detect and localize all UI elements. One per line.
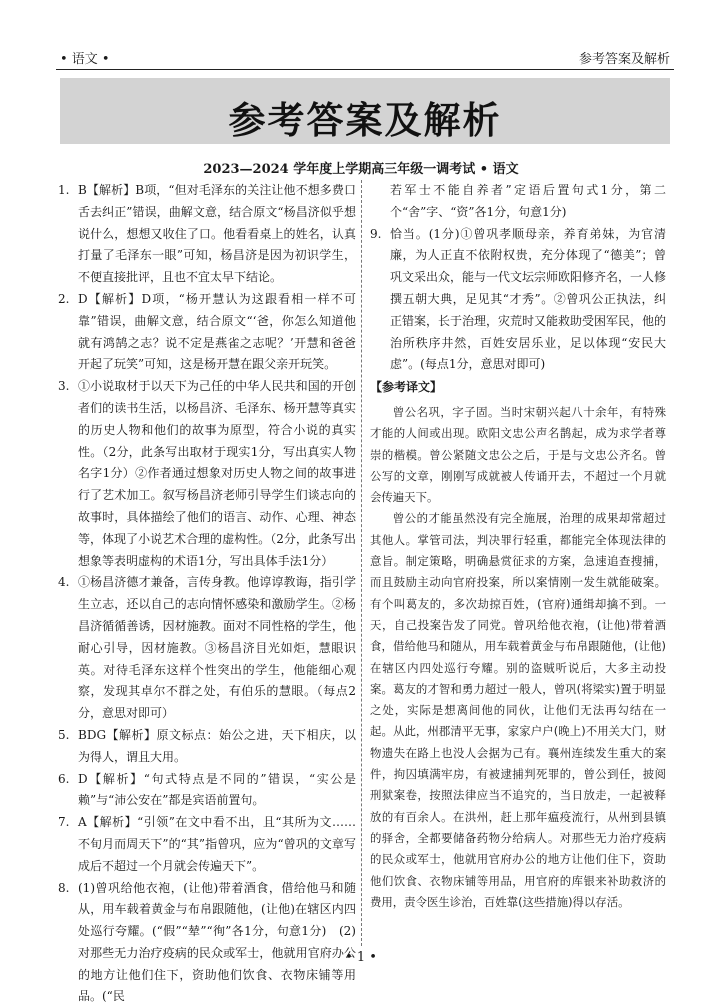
item-text: D【解析】D项，“杨开慧认为这跟看相一样不可靠”错误，曲解文意，结合原文“‘爸，你怎么知道他就有鸿鹄之志？说不定是燕雀之志呢？’开慧和爸爸开起了玩笑”可知，这是杨开慧在跟父亲开玩笑。 (78, 292, 356, 371)
answer-item-3 (58, 376, 356, 572)
answer-item-5 (58, 725, 356, 769)
item-number: 6. (58, 769, 69, 791)
column-divider (361, 180, 362, 946)
answer-item-4 (58, 572, 356, 725)
item-number: 2. (58, 289, 69, 311)
item-number: 3. (58, 376, 69, 398)
page-number: • 1 • (0, 950, 722, 965)
translation-paragraph-2: 曾公的才能虽然没有完全施展，治理的成果却常超过其他人。掌管司法，判决罪行轻重，都能完全体现法律的意旨。制定策略，明确悬赏征求的方案，急速追查搜捕，而且鼓励主动向官府投案，所以案情刚一发生就能破案。有个叫葛友的，多次劫掠百姓，(官府)通缉却擒不到。一天，自己投案告发了同党。曾巩给他衣袍，(让他)带着酒食，借给他马和随从，用车载着黄金与布帛跟随他，(让他)在辖区内四处巡行夸耀。别的盗贼听说后，大多主动投案。葛友的才智和勇力超过一般人，曾巩(将梁实)置于明显之处，实际是想离间他的同伙，让他们无法再勾结在一起。从此，州郡清平无事，家家户户(晚上)不用关大门，财物遗失在路上也没人会据为己有。襄州连续发生重大的案件，拘囚填满牢房，有被逮捕判死罪的，曾公到任，披阅刑狱案卷，按照法律应当不追究的，当日放走，一起被释放的有百余人。在洪州，赶上那年瘟疫流行，从州到县镇的驿舍，全都要储备药物分给病人。对那些无力治疗疫病的民众或军士，他就用官府办公的地方让他们住下，资助他们饮食、衣物床铺等用品，用官府的库银来补助救济的费用，责令医生诊治，百姓靠(这些措施)得以存活。 (370, 508, 666, 913)
item-text: BDG【解析】原文标点：始公之进，天下相庆，以为得人，谓且大用。 (78, 728, 356, 764)
item-number: 9. (370, 224, 381, 246)
banner-title: 参考答案及解析 (60, 90, 670, 144)
item-text: 若军士不能自养者”定语后置句式1分，第二个“舍”字、“资”各1分，句意1分) (390, 183, 666, 219)
item-number: 7. (58, 812, 69, 834)
header-subject: • 语文 • (60, 48, 110, 67)
item-text: D【解析】“句式特点是不同的”错误，“实公是赖”与“沛公安在”都是宾语前置句。 (78, 772, 356, 808)
answer-item-2 (58, 289, 356, 376)
left-column (58, 180, 356, 1008)
title-banner (60, 78, 670, 144)
item-number: 8. (58, 878, 69, 900)
answer-item-7 (58, 812, 356, 877)
answer-item-6 (58, 769, 356, 813)
item-number: 1. (58, 180, 69, 202)
item-text: B【解析】B项，“但对毛泽东的关注让他不想多费口舌去纠正”错误，曲解文意，结合原文“杨昌济似乎想说什么，想想又收住了口。他看看桌上的姓名，认真打量了毛泽东一眼”可知，杨昌济是因为初识学生，不便直接批评，且也不宜太早下结论。 (78, 183, 356, 284)
answer-item-8 (58, 878, 356, 1008)
answer-item-9 (370, 224, 666, 377)
item-number: 4. (58, 572, 69, 594)
answer-item-8-continued (370, 180, 666, 224)
translation-paragraph-1: 曾公名巩，字子固。当时宋朝兴起八十余年，有特殊才能的人间或出现。欧阳文忠公声名鹊起，成为求学者尊崇的楷模。曾公紧随文忠公之后，于是与文忠公齐名。曾公写的文章，刚刚写成就被人传诵开去，不超过一个月就会传遍天下。 (370, 402, 666, 508)
exam-subtitle: 2023—2024 学年度上学期高三年级一调考试 • 语文 (0, 158, 722, 177)
item-text: A【解析】“引领”在文中看不出，且“其所为文……不旬月而周天下”的“其”指曾巩，应为“曾巩的文章写成后不超过一个月就会传遍天下”。 (78, 815, 356, 873)
right-column (370, 180, 666, 913)
translation-heading: 【参考译文】 (370, 377, 666, 399)
answer-item-1 (58, 180, 356, 289)
item-text: 恰当。(1分)①曾巩孝顺母亲，养育弟妹，为官清廉，为人正直不依附权贵，充分体现了“德美”；曾巩文采出众，能与一代文坛宗师欧阳修齐名，一人修撰五朝大典，足见其“才秀”。②曾巩公正执法，纠正错案，长于治理，灾荒时又能救助受困军民，他的治所秩序井然，百姓安居乐业，足以体现“安民大虑”。(每点1分，意思对即可) (390, 227, 666, 372)
header-rule (56, 69, 674, 70)
header-section-title: 参考答案及解析 (579, 48, 670, 67)
item-text: (1)曾巩给他衣袍，(让他)带着酒食，借给他马和随从，用车载着黄金与布帛跟随他，(让他)在辖区内四处巡行夸耀。(“假”“辇”“徇”各1分，句意1分) (2)对那些无力治疗疫病的民众或军士，他就用官府办公的地方让他们住下，资助他们饮食、衣物床铺等用品。(“民 (78, 881, 356, 1004)
item-number: 5. (58, 725, 69, 747)
item-text: ①小说取材于以天下为己任的中华人民共和国的开创者们的读书生活，以杨昌济、毛泽东、杨开慧等真实的历史人物和他们的故事为原型，符合小说的真实性。（2分，此条写出取材于现实1分，写出真实人物名字1分）②作者通过想象对历史人物之间的故事进行了艺术加工。叙写杨昌济老师引导学生们谈志向的故事时，具体描绘了他们的语言、动作、心理、神态等，体现了小说艺术合理的虚构性。（2分，此条写出想象等表明虚构的术语1分，写出具体手法1分） (78, 379, 356, 567)
item-text: ①杨昌济德才兼备，言传身教。他谆谆教诲，指引学生立志，还以自己的志向情怀感染和激励学生。②杨昌济循循善诱，因材施教。面对不同性格的学生，他耐心引导，因材施教。③杨昌济目光如炬，慧眼识英。对待毛泽东这样个性突出的学生，他能细心观察，发现其卓尔不群之处，有伯乐的慧眼。（每点2分，意思对即可） (78, 575, 356, 720)
